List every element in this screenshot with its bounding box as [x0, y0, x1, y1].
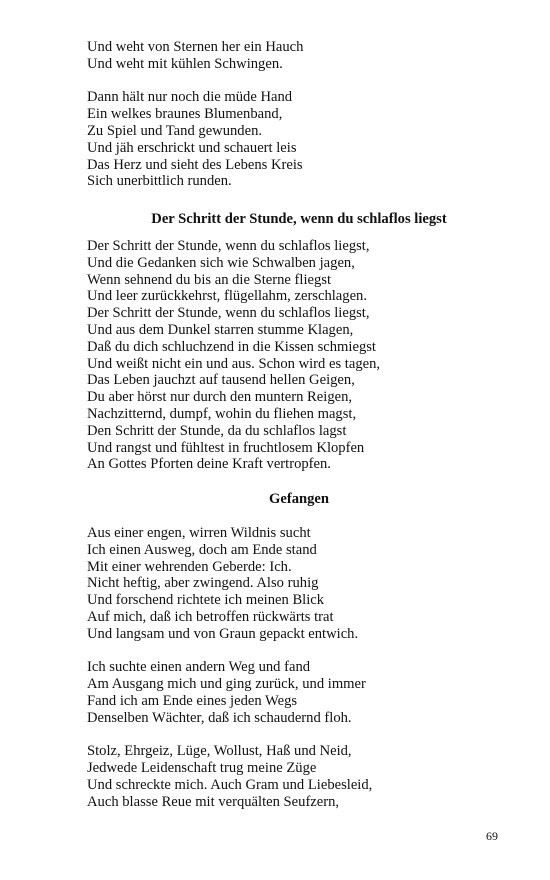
- poem-title: Gefangen: [269, 491, 329, 508]
- verse-line: Den Schritt der Stunde, da du schlaflos lagst: [87, 422, 347, 439]
- verse-line: Nicht heftig, aber zwingend. Also ruhig: [87, 575, 319, 592]
- verse-line: Das Leben jauchzt auf tausend hellen Geigen,: [87, 372, 355, 389]
- verse-line: Ein welkes braunes Blumenband,: [87, 106, 283, 123]
- verse-line: Und weißt nicht ein und aus. Schon wird es tagen,: [87, 355, 381, 372]
- verse-line: Und aus dem Dunkel starren stumme Klagen,: [87, 321, 354, 338]
- verse-line: Zu Spiel und Tand gewunden.: [87, 122, 263, 139]
- verse-line: Und leer zurückkehrst, flügellahm, zerschlagen.: [87, 288, 368, 305]
- verse-line: Auch blasse Reue mit verquälten Seufzern,: [87, 793, 340, 810]
- continuation-stanza-2: [87, 89, 507, 190]
- poem-3-stanza-1: [87, 525, 507, 643]
- verse-line: Wenn sehnend du bis an die Sterne fliegst: [87, 271, 332, 288]
- verse-line: Mit einer wehrenden Geberde: Ich.: [87, 558, 292, 575]
- verse-line: Und die Gedanken sich wie Schwalben jagen,: [87, 254, 355, 271]
- poem-title: Der Schritt der Stunde, wenn du schlaflos liegst: [151, 211, 447, 228]
- verse-line: Auf mich, daß ich betroffen rückwärts trat: [87, 608, 334, 625]
- continuation-stanza-1: [87, 39, 507, 73]
- stanza-gap: [87, 643, 507, 660]
- verse-line: Ich einen Ausweg, doch am Ende stand: [87, 541, 317, 558]
- poem-3-stanza-3: [87, 743, 507, 810]
- verse-line: Denselben Wächter, daß ich schaudernd floh.: [87, 709, 352, 726]
- verse-line: Dann hält nur noch die müde Hand: [87, 89, 293, 106]
- verse-line: Das Herz und sieht des Lebens Kreis: [87, 156, 303, 173]
- verse-line: Sich unerbittlich runden.: [87, 173, 232, 190]
- verse-line: Nachzitternd, dumpf, wohin du fliehen magst,: [87, 405, 357, 422]
- verse-line: Und schreckte mich. Auch Gram und Liebesleid,: [87, 776, 373, 793]
- verse-line: Daß du dich schluchzend in die Kissen schmiegst: [87, 338, 376, 355]
- verse-line: Und langsam und von Graun gepackt entwich.: [87, 625, 359, 642]
- poem-3-stanza-2: [87, 659, 507, 726]
- verse-line: Fand ich am Ende eines jeden Wegs: [87, 692, 298, 709]
- stanza-gap: [87, 73, 507, 90]
- verse-line: Und forschend richtete ich meinen Blick: [87, 592, 325, 609]
- verse-line: Und weht von Sternen her ein Hauch: [87, 39, 304, 55]
- verse-line: Und jäh erschrickt und schauert leis: [87, 139, 297, 156]
- verse-line: Am Ausgang mich und ging zurück, und immer: [87, 676, 366, 693]
- page-number: 69: [486, 829, 498, 843]
- verse-line: An Gottes Pforten deine Kraft vertropfen.: [87, 456, 331, 473]
- poem-text-block: [87, 39, 507, 810]
- verse-line: Aus einer engen, wirren Wildnis sucht: [87, 524, 311, 541]
- verse-line: Ich suchte einen andern Weg und fand: [87, 659, 311, 676]
- poem-2-stanza: [87, 238, 507, 473]
- verse-line: Der Schritt der Stunde, wenn du schlaflos liegst,: [87, 237, 370, 254]
- verse-line: Und rangst und fühltest in fruchtlosem Klopfen: [87, 439, 365, 456]
- verse-line: Du aber hörst nur durch den muntern Reigen,: [87, 389, 353, 406]
- verse-line: Der Schritt der Stunde, wenn du schlaflos liegst,: [87, 305, 370, 322]
- verse-line: Stolz, Ehrgeiz, Lüge, Wollust, Haß und Neid,: [87, 743, 352, 760]
- verse-line: Und weht mit kühlen Schwingen.: [87, 55, 283, 72]
- stanza-gap: [87, 726, 507, 743]
- verse-line: Jedwede Leidenschaft trug meine Züge: [87, 760, 317, 777]
